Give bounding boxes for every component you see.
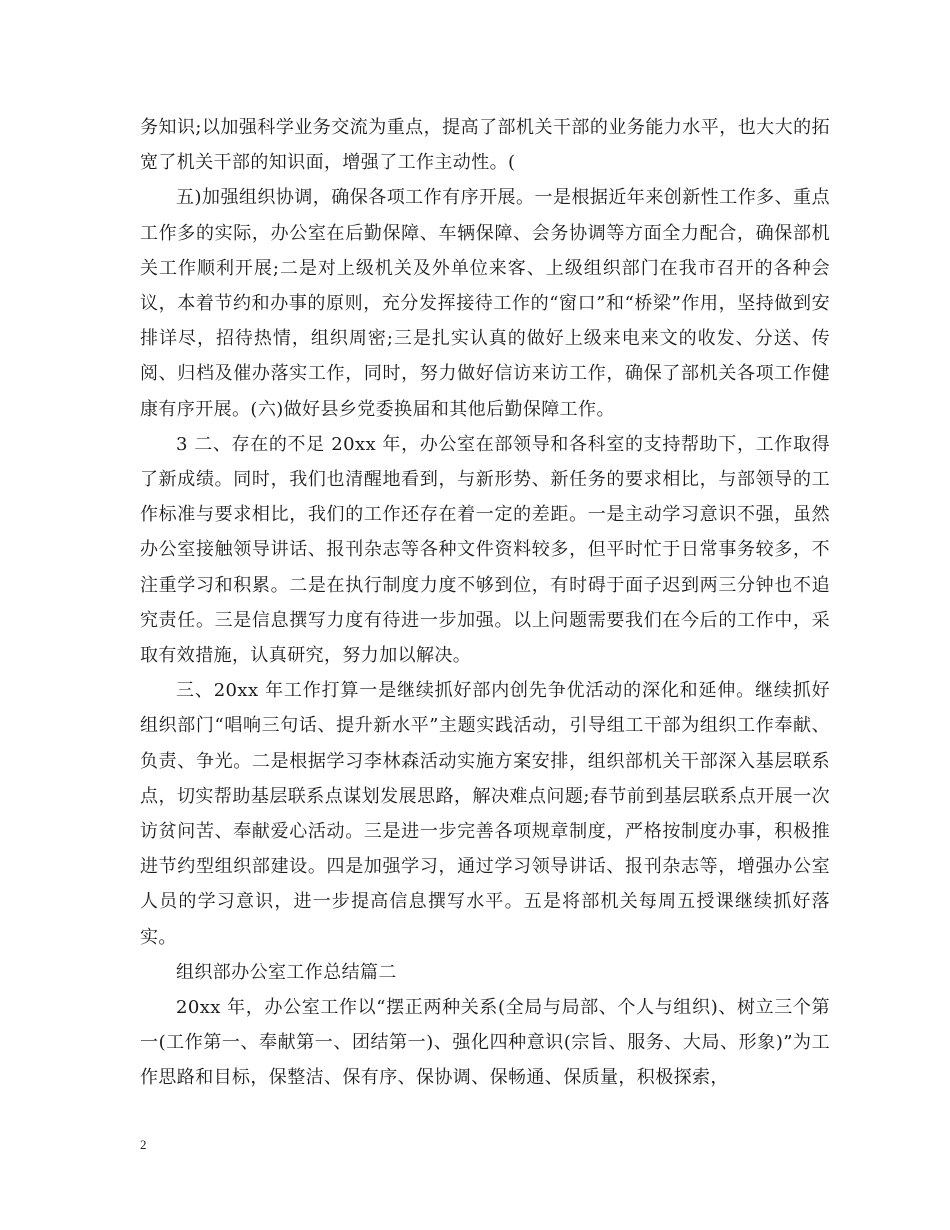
paragraph-2: 五)加强组织协调，确保各项工作有序开展。一是根据近年来创新性工作多、重点工作多的实际，办公室在后勤保障、车辆保障、会务协调等方面全力配合，确保部机关工作顺利开展;二是对上级机关及外单位来客、上级组织部门在我市召开的各种会议，本着节约和办事的原则，充分发挥接待工作的“窗口”和“桥梁”作用，坚持做到安排详尽，招待热情，组织周密;三是扎实认真的做好上级来电来文的收发、分送、传阅、归档及催办落实工作，同时，努力做好信访来访工作，确保了部机关各项工作健康有序开展。(六)做好县乡党委换届和其他后勤保障工作。 [140,187,830,420]
paragraph-4: 三、20xx 年工作打算一是继续抓好部内创先争优活动的深化和延伸。继续抓好组织部门“唱响三句话、提升新水平”主题实践活动，引导组工干部为组织工作奉献、负责、争光。二是根据学习李林森活动实施方案安排，组织部机关干部深入基层联系点，切实帮助基层联系点谋划发展思路，解决难点问题;春节前到基层联系点开展一次访贫问苦、奉献爱心活动。三是进一步完善各项规章制度，严格按制度办事，积极推进节约型组织部建设。四是加强学习，通过学习领导讲话、报刊杂志等，增强办公室人员的学习意识，进一步提高信息撰写水平。五是将部机关每周五授课继续抓好落实。 [140,680,830,948]
section-heading: 组织部办公室工作总结篇二 [176,961,397,983]
paragraph-1: 务知识;以加强科学业务交流为重点，提高了部机关干部的业务能力水平，也大大的拓宽了机关干部的知识面，增强了工作主动性。( [140,117,830,174]
paragraph-5: 20xx 年，办公室工作以“摆正两种关系(全局与局部、个人与组织)、树立三个第一(工作第一、奉献第一、团结第一)、强化四种意识(宗旨、服务、大局、形象)”为工作思路和目标，保整洁、保有序、保协调、保畅通、保质量，积极探索， [140,997,830,1089]
document-body [140,110,830,1096]
paragraph-3: 3 二、存在的不足 20xx 年，办公室在部领导和各科室的支持帮助下，工作取得了新成绩。同时，我们也清醒地看到，与新形势、新任务的要求相比，与部领导的工作标准与要求相比，我们的工作还存在着一定的差距。一是主动学习意识不强，虽然办公室接触领导讲话、报刊杂志等各种文件资料较多，但平时忙于日常事务较多，不注重学习和积累。二是在执行制度力度不够到位，有时碍于面子迟到两三分钟也不追究责任。三是信息撰写力度有待进一步加强。以上问题需要我们在今后的工作中，采取有效措施，认真研究，努力加以解决。 [140,433,830,667]
page-number: 2 [140,1137,147,1152]
